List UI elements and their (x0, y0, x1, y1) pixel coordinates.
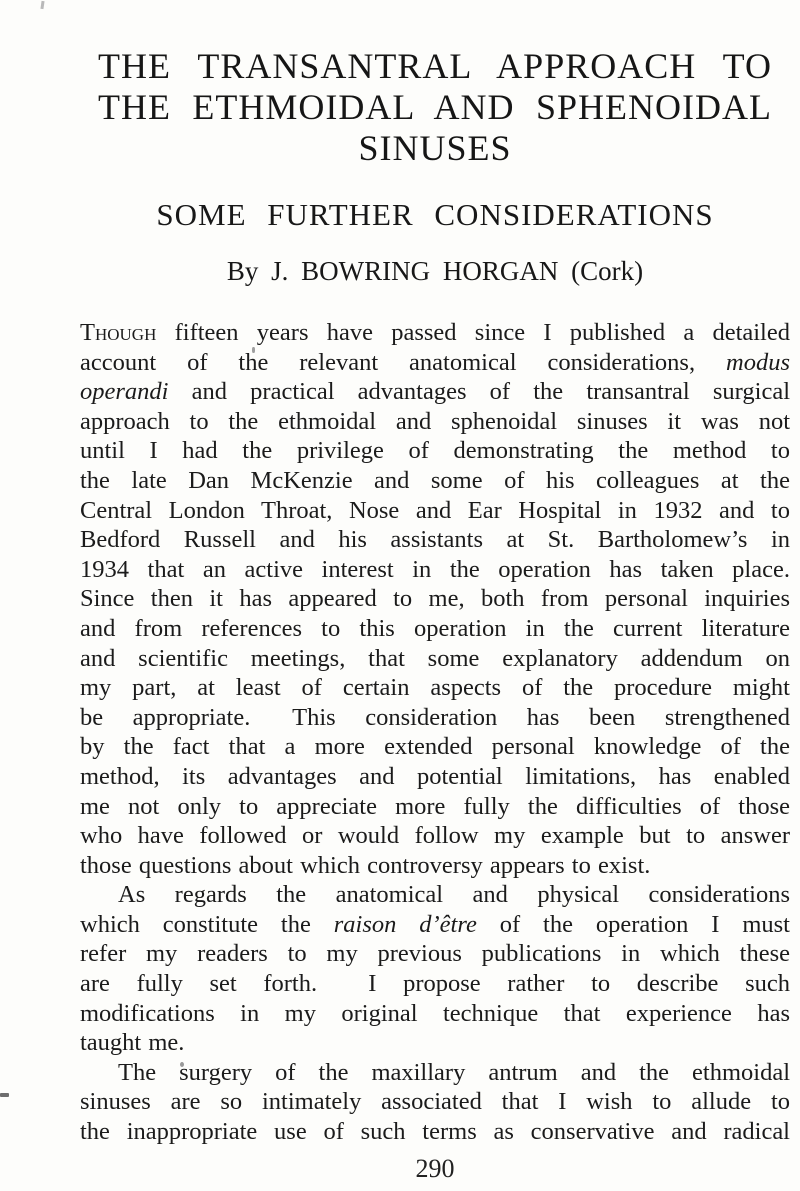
text-line: approach to the ethmoidal and sphenoidal sinuses it was not (80, 407, 790, 435)
text-line: 1934 that an active interest in the operation has taken place. (80, 555, 790, 583)
text-line: Since then it has appeared to me, both from personal inquiries (80, 585, 790, 613)
article-subtitle: SOME FURTHER CONSIDERATIONS (156, 197, 714, 232)
title-line-1: THE TRANSANTRAL APPROACH TO (98, 46, 772, 86)
text-line: my part, at least of certain aspects of the procedure might (80, 674, 790, 702)
text-line: those questions about which controversy appears to exist. (80, 851, 651, 879)
article-title (80, 46, 790, 169)
article-byline: By J. BOWRING HORGAN (Cork) (226, 256, 644, 286)
text-line: As regards the anatomical and physical considerations (118, 881, 790, 909)
text-line: until I had the privilege of demonstrating the method to (80, 437, 790, 465)
text-line: account of the relevant anatomical considerations, modus (80, 348, 790, 376)
text-line: method, its advantages and potential limitations, has enabled (80, 762, 790, 790)
title-line-3: SINUSES (358, 128, 512, 168)
scan-artifact-top-left (40, 1, 44, 9)
text-line: Bedford Russell and his assistants at St. Bartholomew’s in (80, 526, 790, 554)
title-line-2: THE ETHMOIDAL AND SPHENOIDAL (98, 87, 772, 127)
text-line: refer my readers to my previous publications in which these (80, 940, 790, 968)
text-line: which constitute the raison d’être of the operation I must (80, 910, 790, 938)
text-line: The surgery of the maxillary antrum and the ethmoidal (118, 1058, 790, 1086)
text-line: Though fifteen years have passed since I published a detailed (80, 319, 790, 346)
scan-artifact-left-margin (0, 1093, 9, 1097)
text-line: the late Dan McKenzie and some of his colleagues at the (80, 466, 790, 494)
text-column (80, 0, 790, 1183)
text-line: me not only to appreciate more fully the difficulties of those (80, 792, 790, 820)
text-line: taught me. (80, 1029, 185, 1057)
text-line: and scientific meetings, that some explanatory addendum on (80, 644, 790, 672)
text-line: modifications in my original technique that experience has (80, 999, 790, 1027)
page-number: 290 (415, 1153, 455, 1183)
text-line: operandi and practical advantages of the transantral surgical (80, 378, 790, 406)
text-line: the inappropriate use of such terms as conservative and radical (80, 1118, 790, 1146)
text-line: Central London Throat, Nose and Ear Hospital in 1932 and to (80, 496, 790, 524)
body-text (80, 318, 790, 1147)
text-line: sinuses are so intimately associated that I wish to allude to (80, 1088, 790, 1116)
paragraph (80, 318, 790, 880)
text-line: and from references to this operation in the current literature (80, 614, 790, 642)
text-line: be appropriate. This consideration has been strengthened (80, 703, 790, 731)
text-line: who have followed or would follow my example but to answer (80, 822, 790, 850)
paragraph (80, 880, 790, 1058)
text-line: are fully set forth. I propose rather to describe such (80, 970, 790, 998)
paragraph (80, 1058, 790, 1147)
text-line: by the fact that a more extended personal knowledge of the (80, 733, 790, 761)
